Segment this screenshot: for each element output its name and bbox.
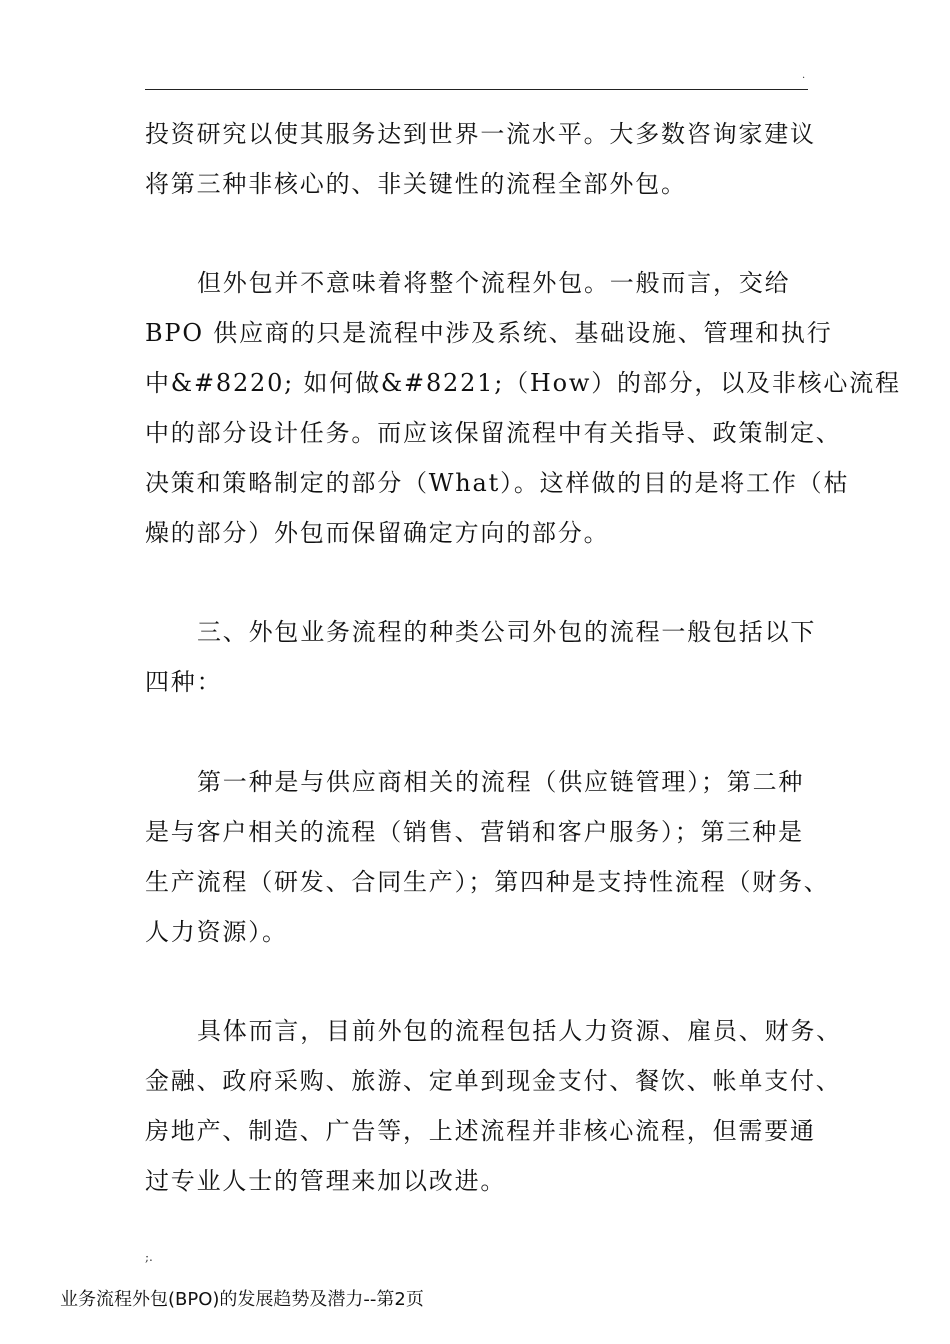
section-heading-line: 四种： (145, 668, 223, 696)
paragraph-line: BPO 供应商的只是流程中涉及系统、基础设施、管理和执行 (145, 319, 833, 347)
footer-title: 业务流程外包(BPO)的发展趋势及潜力--第2页 (60, 1289, 424, 1310)
paragraph-line: 人力资源）。 (145, 918, 288, 946)
paragraph-line: 是与客户相关的流程（销售、营销和客户服务）；第三种是 (145, 818, 804, 846)
paragraph-line: 房地产、制造、广告等，上述流程并非核心流程，但需要通 (145, 1117, 816, 1145)
header-rule (145, 89, 808, 90)
paragraph-line: 燥的部分）外包而保留确定方向的部分。 (145, 519, 610, 547)
paragraph-line: 第一种是与供应商相关的流程（供应链管理）；第二种 (197, 768, 805, 796)
header-mark: . (802, 70, 806, 81)
paragraph-line: 投资研究以使其服务达到世界一流水平。大多数咨询家建议 (145, 120, 816, 148)
paragraph-line: 决策和策略制定的部分（What）。这样做的目的是将工作（枯 (145, 469, 850, 497)
section-heading-line: 三、外包业务流程的种类公司外包的流程一般包括以下 (197, 618, 817, 646)
paragraph-line: 具体而言，目前外包的流程包括人力资源、雇员、财务、 (197, 1017, 842, 1045)
paragraph-line: 中的部分设计任务。而应该保留流程中有关指导、政策制定、 (145, 419, 842, 447)
paragraph-line: 金融、政府采购、旅游、定单到现金支付、餐饮、帐单支付、 (145, 1067, 842, 1095)
paragraph-line: 将第三种非核心的、非关键性的流程全部外包。 (145, 170, 687, 198)
footer-marks: ;. (145, 1250, 153, 1264)
paragraph-line: 过专业人士的管理来加以改进。 (145, 1167, 507, 1195)
paragraph-line: 中&#8220; 如何做&#8221;（How）的部分，以及非核心流程 (145, 369, 901, 397)
paragraph-line: 生产流程（研发、合同生产）；第四种是支持性流程（财务、 (145, 868, 830, 896)
paragraph-line: 但外包并不意味着将整个流程外包。一般而言，交给 (197, 269, 791, 297)
